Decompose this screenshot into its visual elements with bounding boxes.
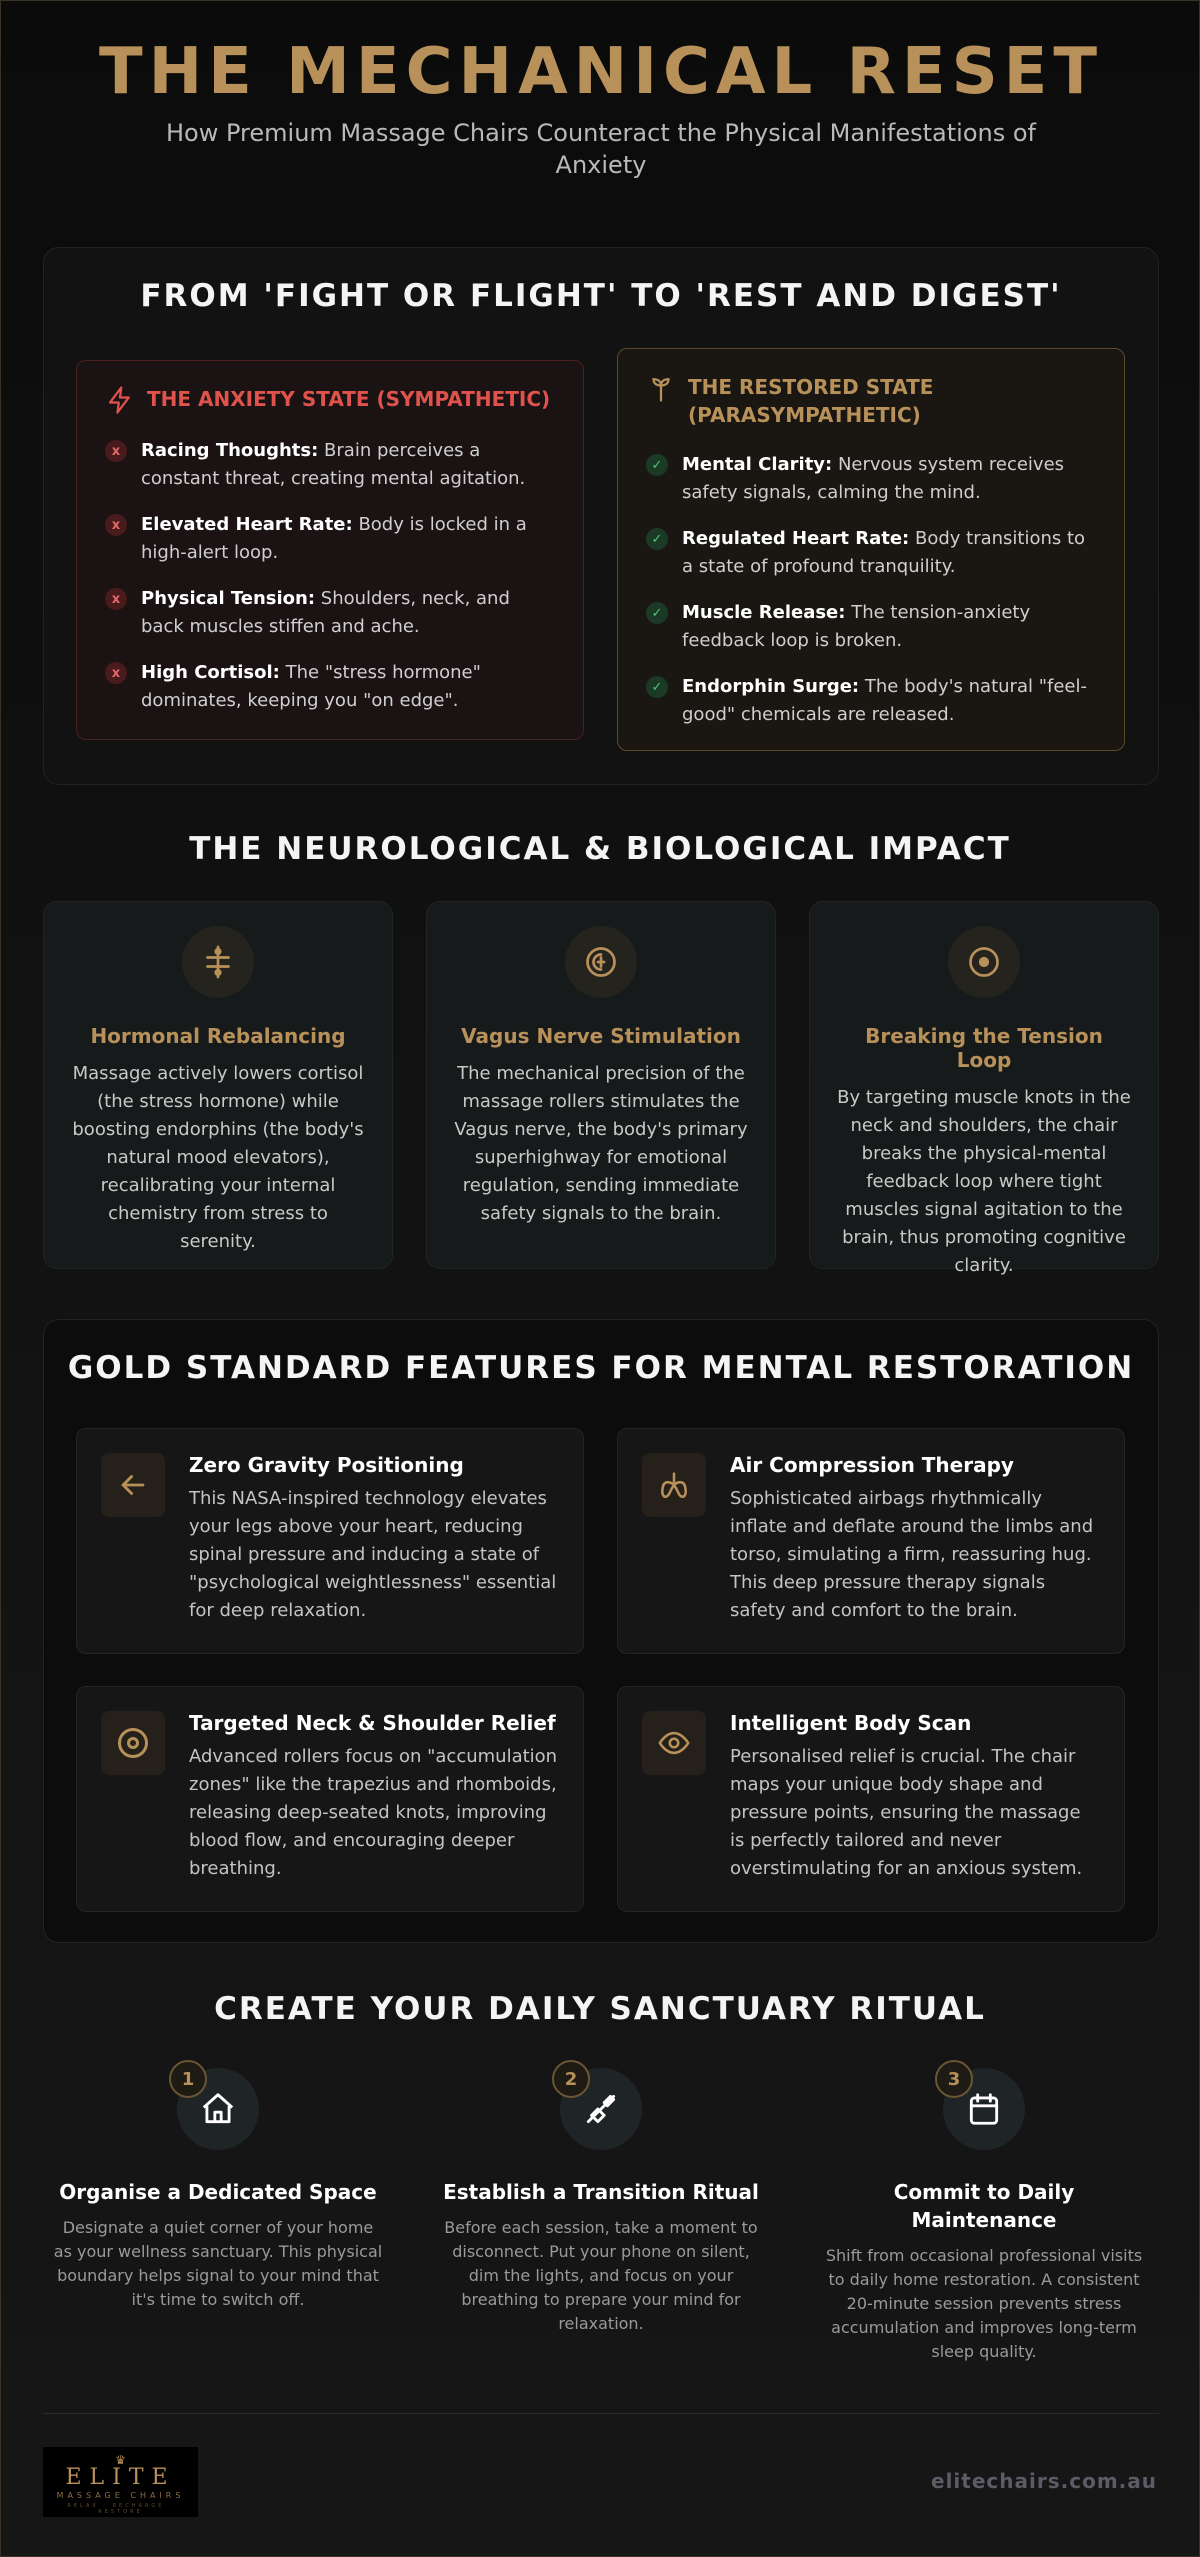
check-icon: ✓ — [646, 676, 668, 698]
ritual-body: Shift from occasional professional visits to daily home restoration. A consistent 20-minute session prevents stress accumulation and improves long-term sleep quality. — [825, 2246, 1143, 2361]
item-label: Endorphin Surge: — [682, 676, 860, 697]
dna-icon — [182, 926, 254, 998]
x-icon: x — [105, 440, 127, 462]
list-item — [646, 599, 1096, 655]
impact-body: Massage actively lowers cortisol (the stress hormone) while boosting endorphins (the body's natural mood elevators), recalibrating your internal chemistry from stress to serenity. — [72, 1063, 364, 1252]
impact-card — [809, 901, 1159, 1276]
feature-title: Zero Gravity Positioning — [189, 1453, 464, 1477]
x-icon: x — [105, 514, 127, 536]
x-icon: x — [105, 588, 127, 610]
list-item — [105, 585, 555, 641]
crown-icon: ♛ — [115, 2453, 126, 2467]
item-label: Racing Thoughts: — [141, 440, 319, 461]
impact-title: Vagus Nerve Stimulation — [461, 1024, 741, 1048]
item-label: Mental Clarity: — [682, 454, 833, 475]
x-icon: x — [105, 662, 127, 684]
item-text: Shoulders, neck, and back muscles stiffen and ache. — [141, 588, 510, 637]
arrow-left-icon — [101, 1453, 165, 1517]
item-label: Physical Tension: — [141, 588, 316, 609]
impact-title: Breaking the Tension Loop — [865, 1024, 1103, 1072]
item-text: The "stress hormone" dominates, keeping you "on edge". — [141, 662, 481, 711]
anxiety-state-title: THE ANXIETY STATE (SYMPATHETIC) — [147, 387, 551, 411]
website-link[interactable]: elitechairs.com.au — [931, 2469, 1157, 2493]
logo-wordmark: ELITE — [65, 2465, 176, 2490]
page-subtitle: How Premium Massage Chairs Counteract the Physical Manifestations of Anxiety — [166, 119, 1036, 179]
ritual-body: Designate a quiet corner of your home as your wellness sanctuary. This physical boundary helps signal to your mind that it's time to switch off. — [53, 2218, 383, 2309]
item-text: The tension-anxiety feedback loop is broken. — [682, 602, 1031, 651]
brand-logo[interactable] — [43, 2447, 198, 2517]
list-item — [105, 659, 555, 715]
sprout-icon — [646, 373, 676, 403]
ritual-title: Organise a Dedicated Space — [59, 2180, 377, 2204]
ritual-step — [436, 2068, 766, 2336]
step-number: 1 — [169, 2060, 207, 2098]
impact-title: Hormonal Rebalancing — [90, 1024, 346, 1048]
feature-body: This NASA-inspired technology elevates your legs above your heart, reducing spinal pressure and inducing a state of "psychological weightlessness" essential for deep relaxation. — [189, 1488, 557, 1621]
features-section-title: GOLD STANDARD FEATURES FOR MENTAL RESTORATION — [67, 1350, 1135, 1386]
lightning-icon — [105, 385, 135, 415]
page-title: THE MECHANICAL RESET — [98, 35, 1104, 109]
feature-title: Targeted Neck & Shoulder Relief — [189, 1711, 556, 1735]
logo-subtitle: MASSAGE CHAIRS — [56, 2491, 185, 2500]
impact-card — [426, 901, 776, 1269]
check-icon: ✓ — [646, 454, 668, 476]
logo-tagline: RELAX · RECHARGE · RESTORE — [67, 2503, 174, 2515]
step-number: 2 — [552, 2060, 590, 2098]
check-icon: ✓ — [646, 602, 668, 624]
ritual-title: Commit to Daily Maintenance — [893, 2180, 1075, 2232]
brain-icon — [565, 926, 637, 998]
target-icon — [101, 1711, 165, 1775]
impact-body: The mechanical precision of the massage rollers stimulates the Vagus nerve, the body's primary superhighway for emotional regulation, sending immediate safety signals to the brain. — [454, 1063, 748, 1224]
states-section-title: FROM 'FIGHT OR FLIGHT' TO 'REST AND DIGEST' — [140, 278, 1062, 314]
ritual-step — [819, 2068, 1149, 2364]
item-label: Muscle Release: — [682, 602, 846, 623]
restored-state-card — [617, 348, 1125, 751]
item-label: Regulated Heart Rate: — [682, 528, 910, 549]
ritual-title: Establish a Transition Ritual — [443, 2180, 759, 2204]
feature-card — [617, 1686, 1125, 1912]
feature-card — [617, 1428, 1125, 1654]
list-item — [646, 525, 1096, 581]
ritual-step — [53, 2068, 383, 2312]
list-item — [105, 511, 555, 567]
list-item — [105, 437, 555, 493]
list-item — [646, 673, 1096, 729]
feature-title: Intelligent Body Scan — [730, 1711, 972, 1735]
ritual-body: Before each session, take a moment to disconnect. Put your phone on silent, dim the lights, and focus on your breathing to prepare your mind for relaxation. — [444, 2218, 758, 2333]
footer-divider — [43, 2413, 1159, 2414]
impact-section-title: THE NEUROLOGICAL & BIOLOGICAL IMPACT — [189, 831, 1011, 867]
item-label: High Cortisol: — [141, 662, 280, 683]
item-text: Body transitions to a state of profound tranquility. — [682, 528, 1086, 577]
feature-body: Advanced rollers focus on "accumulation zones" like the trapezius and rhomboids, releasing deep-seated knots, improving blood flow, and encouraging deeper breathing. — [189, 1746, 558, 1879]
item-text: Brain perceives a constant threat, creating mental agitation. — [141, 440, 526, 489]
restored-state-title: THE RESTORED STATE (PARASYMPATHETIC) — [688, 375, 934, 427]
lungs-icon — [642, 1453, 706, 1517]
item-text: The body's natural "feel-good" chemicals are released. — [682, 676, 1087, 725]
ritual-section-title: CREATE YOUR DAILY SANCTUARY RITUAL — [214, 1991, 986, 2027]
target-icon — [948, 926, 1020, 998]
feature-title: Air Compression Therapy — [730, 1453, 1014, 1477]
anxiety-state-card — [76, 360, 584, 740]
item-text: Nervous system receives safety signals, calming the mind. — [682, 454, 1065, 503]
impact-card — [43, 901, 393, 1269]
eye-icon — [642, 1711, 706, 1775]
feature-body: Personalised relief is crucial. The chair maps your unique body shape and pressure points, ensuring the massage is perfectly tailored and never overstimulating for an anxious system. — [730, 1746, 1083, 1879]
item-text: Body is locked in a high-alert loop. — [141, 514, 527, 563]
feature-card — [76, 1428, 584, 1654]
impact-body: By targeting muscle knots in the neck and shoulders, the chair breaks the physical-mental feedback loop where tight muscles signal agitation to the brain, thus promoting cognitive clarity. — [837, 1087, 1131, 1276]
feature-card — [76, 1686, 584, 1912]
feature-body: Sophisticated airbags rhythmically inflate and deflate around the limbs and torso, simulating a firm, reassuring hug. This deep pressure therapy signals safety and comfort to the brain. — [730, 1488, 1094, 1621]
step-number: 3 — [935, 2060, 973, 2098]
item-label: Elevated Heart Rate: — [141, 514, 353, 535]
list-item — [646, 451, 1096, 507]
check-icon: ✓ — [646, 528, 668, 550]
